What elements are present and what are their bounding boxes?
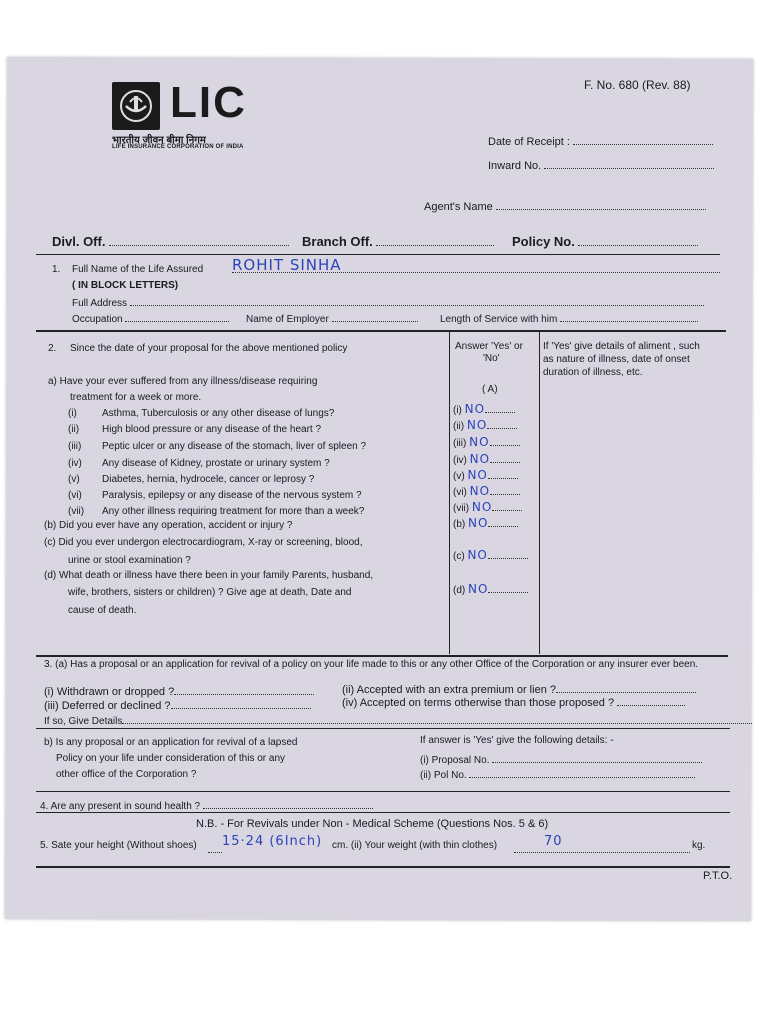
q2b-text: (b) Did you ever have any operation, accident or injury ? xyxy=(44,520,293,531)
divider xyxy=(36,812,730,813)
proposal-no-field[interactable]: (i) Proposal No. xyxy=(420,752,702,766)
illness-roman: (iii) xyxy=(68,441,82,452)
if-yes-note: If answer is 'Yes' give the following details: - xyxy=(420,735,614,746)
ans-c-field[interactable]: (c) NO xyxy=(453,548,528,562)
illness-answer-field[interactable] xyxy=(453,435,520,449)
answer-header: Answer 'Yes' or xyxy=(455,341,523,352)
q2d-text: (d) What death or illness have there been in your family Parents, husband, xyxy=(44,570,374,581)
illness-answer-field[interactable] xyxy=(453,484,520,498)
q2-number: 2. xyxy=(48,343,57,354)
q2a-text: a) Have your ever suffered from any illness/disease requiring xyxy=(48,376,318,387)
policy-no-field[interactable]: Policy No. xyxy=(512,234,698,249)
height-value[interactable]: 15·24 (6Inch) xyxy=(222,834,323,849)
full-name-value[interactable]: ROHIT SINHA xyxy=(232,256,342,274)
illness-answer-field[interactable] xyxy=(453,500,522,514)
divider xyxy=(36,791,730,792)
height-dots xyxy=(208,842,222,856)
illness-answer-label: (iv) xyxy=(453,455,467,466)
q2c-text-2: urine or stool examination ? xyxy=(68,555,191,566)
weight-label: cm. (ii) Your weight (with thin clothes) xyxy=(332,840,498,851)
branch-off-field[interactable]: Branch Off. xyxy=(302,234,494,249)
illness-answer-label: (vi) xyxy=(453,487,467,498)
illness-question: Paralysis, epilepsy or any disease of the nervous system ? xyxy=(102,490,362,501)
q3b-text-3: other office of the Corporation ? xyxy=(56,769,197,780)
block-letters-note: ( IN BLOCK LETTERS) xyxy=(72,280,179,291)
illness-question: Any disease of Kidney, prostate or urinary system ? xyxy=(102,458,330,469)
col-a-label: ( A) xyxy=(482,384,498,395)
table-col-line xyxy=(539,332,540,654)
illness-roman: (v) xyxy=(68,474,80,485)
illness-roman: (i) xyxy=(68,408,77,419)
height-label: 5. Sate your height (Without shoes) xyxy=(40,840,197,851)
q2d-text-3: cause of death. xyxy=(68,605,137,616)
q3b-text: b) Is any proposal or an application for revival of a lapsed xyxy=(44,737,298,748)
illness-question: High blood pressure or any disease of the heart ? xyxy=(102,424,322,435)
weight-dots xyxy=(514,842,690,856)
logo-hindi: भारतीय जीवन बीमा निगम xyxy=(112,135,206,146)
deferred-field[interactable]: (iii) Deferred or declined ? xyxy=(44,698,311,712)
illness-answer-label: (iii) xyxy=(453,438,467,449)
divider xyxy=(36,254,720,255)
details-header: If 'Yes' give details of aliment , such xyxy=(543,341,700,352)
sound-health-field[interactable]: 4. Are any present in sound health ? xyxy=(40,798,373,812)
illness-question: Peptic ulcer or any disease of the stomach, liver of spleen ? xyxy=(102,441,367,452)
nb-note: N.B. - For Revivals under Non - Medical Scheme (Questions Nos. 5 & 6) xyxy=(196,818,549,830)
q2d-text-2: wife, brothers, sisters or children) ? Give age at death, Date and xyxy=(68,587,352,598)
withdrawn-field[interactable]: (i) Withdrawn or dropped ? xyxy=(44,684,314,698)
pol-no-field[interactable]: (ii) Pol No. xyxy=(420,767,695,781)
date-of-receipt-field[interactable]: Date of Receipt : xyxy=(488,134,713,148)
illness-answer-label: (i) xyxy=(453,405,462,416)
illness-answer-value: NO xyxy=(469,435,490,449)
details-header-2: as nature of illness, date of onset xyxy=(543,354,690,365)
full-name-label: Full Name of the Life Assured xyxy=(72,264,204,275)
service-length-field[interactable]: Length of Service with him xyxy=(440,311,698,325)
illness-roman: (iv) xyxy=(68,458,82,469)
name-line xyxy=(232,272,720,273)
q1-number: 1. xyxy=(52,264,61,275)
kg-label: kg. xyxy=(692,840,706,851)
answer-header-2: 'No' xyxy=(483,353,500,364)
q3b-text-2: Policy on your life under consideration of this or any xyxy=(56,753,286,764)
illness-question: Asthma, Tuberculosis or any other disease of lungs? xyxy=(102,408,335,419)
illness-answer-label: (ii) xyxy=(453,421,465,432)
illness-answer-field[interactable] xyxy=(453,452,520,466)
lic-emblem-icon xyxy=(112,82,160,130)
ans-b-field[interactable]: (b) NO xyxy=(453,516,518,530)
illness-answer-value: NO xyxy=(466,418,488,432)
illness-question: Any other illness requiring treatment for more than a week? xyxy=(102,506,365,517)
illness-roman: (vi) xyxy=(68,490,82,501)
divl-off-field[interactable]: Divl. Off. xyxy=(52,234,289,249)
ans-d-field[interactable]: (d) NO xyxy=(453,582,528,596)
divider xyxy=(36,655,728,657)
illness-question: Diabetes, hernia, hydrocele, cancer or leprosy ? xyxy=(102,474,315,485)
illness-answer-field[interactable] xyxy=(453,418,517,432)
lic-logo-text: LIC xyxy=(170,78,247,127)
accepted-terms-field[interactable]: (iv) Accepted on terms otherwise than those proposed ? xyxy=(342,695,685,709)
q2-intro: Since the date of your proposal for the above mentioned policy xyxy=(70,343,348,354)
illness-roman: (ii) xyxy=(68,424,80,435)
form-number: F. No. 680 (Rev. 88) xyxy=(584,78,691,92)
illness-answer-value: NO xyxy=(469,484,491,498)
illness-answer-label: (v) xyxy=(453,471,465,482)
illness-answer-value: NO xyxy=(467,468,488,482)
table-col-line xyxy=(449,332,450,654)
pto-label: P.T.O. xyxy=(703,870,733,882)
accepted-premium-field[interactable]: (ii) Accepted with an extra premium or lien ? xyxy=(342,682,696,696)
illness-answer-field[interactable] xyxy=(453,468,518,482)
agents-name-field[interactable]: Agent's Name xyxy=(424,199,706,213)
illness-answer-value: NO xyxy=(469,452,491,466)
details-header-3: duration of illness, etc. xyxy=(543,367,643,378)
illness-roman: (vii) xyxy=(68,506,85,517)
inward-no-field[interactable]: Inward No. xyxy=(488,158,714,172)
occupation-field[interactable]: Occupation xyxy=(72,311,229,325)
illness-answer-value: NO xyxy=(464,402,486,416)
q2a-text-2: treatment for a week or more. xyxy=(70,392,202,403)
employer-field[interactable]: Name of Employer xyxy=(246,311,418,325)
illness-answer-field[interactable] xyxy=(453,402,515,416)
logo-english: LIFE INSURANCE CORPORATION OF INDIA xyxy=(112,144,244,150)
give-details-field[interactable]: If so, Give Details xyxy=(44,713,752,727)
weight-value[interactable]: 70 xyxy=(544,834,563,849)
q3a-text: 3. (a) Has a proposal or an application for revival of a policy on your life made to this or any other Office of the Corporation or any insurer ever been. xyxy=(44,659,699,670)
divider xyxy=(36,866,730,868)
illness-answer-value: NO xyxy=(471,500,493,514)
divider xyxy=(36,330,726,332)
divider xyxy=(36,728,730,729)
illness-answer-label: (vii) xyxy=(453,503,470,514)
q2c-text: (c) Did you ever undergon electrocardiogram, X-ray or screening, blood, xyxy=(44,537,363,548)
full-address-field[interactable]: Full Address xyxy=(72,295,704,309)
